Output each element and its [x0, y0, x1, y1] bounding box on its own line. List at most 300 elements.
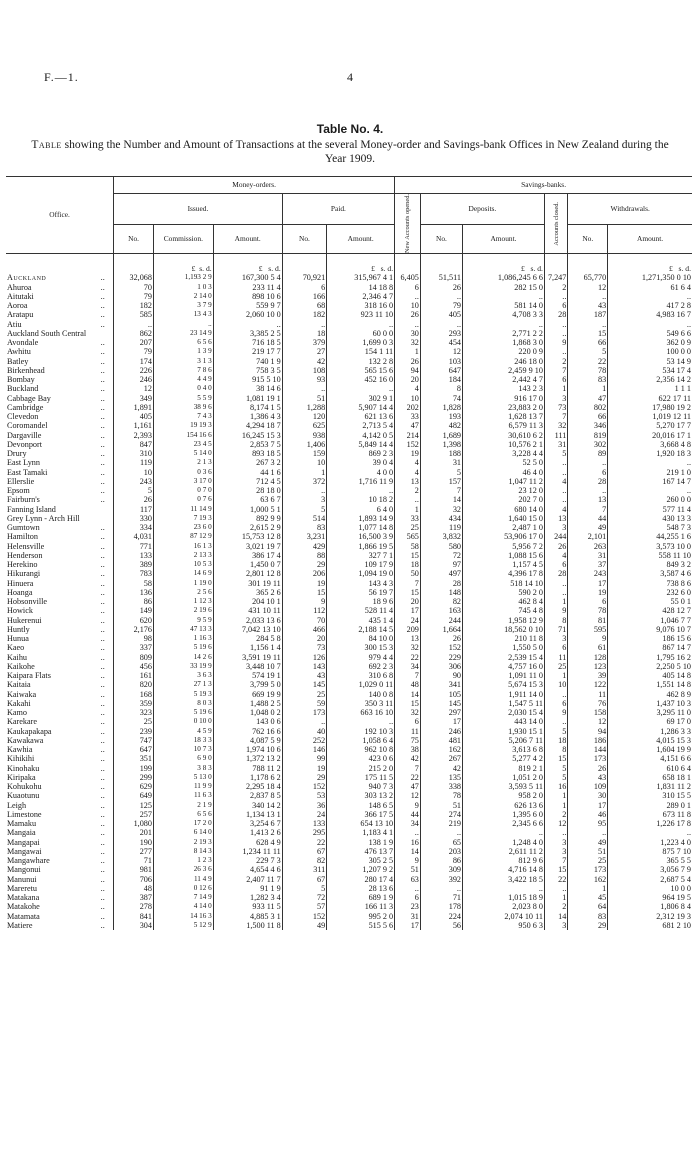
accounts-closed: 10 [544, 680, 567, 689]
issued-no: 323 [114, 708, 154, 717]
commission: 23 6 0 [153, 523, 213, 532]
commission: 3 7 9 [153, 301, 213, 310]
issued-no: 119 [114, 458, 154, 467]
issued-no: 199 [114, 764, 154, 773]
table-row [6, 764, 692, 773]
deposits-amount: 626 13 6 [463, 801, 545, 810]
paid-amount: 923 11 10 [327, 310, 395, 319]
withdrawals-amount: .. [686, 319, 691, 329]
commission: 2 1 9 [153, 801, 213, 810]
issued-amount: 669 19 9 [213, 690, 282, 699]
accounts-closed: 31 [544, 440, 567, 449]
office-name: Mangawhare [7, 856, 50, 866]
issued-no: 136 [114, 588, 154, 597]
table-row [6, 421, 692, 430]
issued-no: 349 [114, 394, 154, 403]
paid-amount: 4,142 0 5 [327, 431, 395, 440]
office-name: Huntly [7, 624, 30, 634]
deposits-amount: 3,422 18 5 [463, 875, 545, 884]
office-dots: .. [100, 384, 114, 393]
withdrawals-amount: 1,831 11 2 [656, 782, 691, 792]
paid-amount: 940 7 3 [327, 782, 395, 791]
withdrawals-no: 31 [568, 551, 608, 560]
paid-no: 49 [282, 921, 326, 930]
new-accounts: 50 [395, 569, 421, 578]
accounts-closed: 1 [544, 597, 567, 606]
deposits-amount: 2,345 6 6 [463, 819, 545, 828]
accounts-closed: 1 [544, 384, 567, 393]
office-name: Henderson [7, 550, 43, 560]
office-name: Mangaia [7, 828, 36, 838]
issued-amount: 229 7 3 [213, 856, 282, 865]
deposits-amount: 5,277 4 2 [463, 754, 545, 763]
issued-amount: 574 19 1 [213, 671, 282, 680]
withdrawals-amount: 1,806 8 4 [660, 902, 691, 912]
office-dots: .. [100, 717, 114, 726]
office-dots: .. [100, 727, 114, 736]
deposits-no: 7 [420, 486, 462, 495]
office-dots: .. [100, 745, 114, 754]
paid-no: 311 [282, 865, 326, 874]
paid-no: 88 [282, 551, 326, 560]
issued-amount: 16,245 15 3 [213, 431, 282, 440]
deposits-amount: 1,547 5 11 [463, 699, 545, 708]
commission: 3 6 3 [153, 671, 213, 680]
office-dots: .. [100, 495, 114, 504]
table-row [6, 727, 692, 736]
withdrawals-amount: 5,270 17 7 [656, 421, 691, 431]
table-row [6, 495, 692, 504]
paid-amount: 327 7 1 [327, 551, 395, 560]
table-row [6, 856, 692, 865]
office-dots [100, 329, 114, 338]
deposits-no: .. [420, 320, 462, 329]
accounts-closed: 4 [544, 477, 567, 486]
issued-amount: 559 9 7 [213, 301, 282, 310]
paid-no: 93 [282, 375, 326, 384]
commission: 2 19 6 [153, 606, 213, 615]
new-accounts: 202 [395, 403, 421, 412]
office-dots: .. [100, 403, 114, 412]
issued-no: 79 [114, 347, 154, 356]
accounts-closed: .. [544, 884, 567, 893]
new-accounts: 7 [395, 671, 421, 680]
new-accounts: 13 [395, 477, 421, 486]
new-accounts: 1 [395, 505, 421, 514]
issued-amount-header: Amount. [213, 225, 282, 254]
accounts-closed: 1 [544, 893, 567, 902]
paid-no: 146 [282, 745, 326, 754]
deposits-no: 193 [420, 412, 462, 421]
withdrawals-no: 5 [568, 347, 608, 356]
commission-units: £ s. d. [153, 254, 213, 274]
office-name: Aitutaki [7, 291, 34, 301]
withdrawals-no: 109 [568, 782, 608, 791]
accounts-closed: 25 [544, 662, 567, 671]
paid-amount: 318 16 0 [327, 301, 395, 310]
withdrawals-amount: 3,056 7 9 [660, 865, 691, 875]
table-row [6, 902, 692, 911]
accounts-closed: 9 [544, 338, 567, 347]
office-name: Howick [7, 606, 33, 616]
withdrawals-amount: 681 2 10 [662, 920, 691, 930]
table-row [6, 865, 692, 874]
office-dots: .. [100, 431, 114, 440]
deposits-no: 26 [420, 634, 462, 643]
office-name: Leigh [7, 800, 27, 810]
new-accounts: .. [395, 320, 421, 329]
commission: 8 0 3 [153, 699, 213, 708]
table-row [6, 921, 692, 930]
withdrawals-amount: 549 6 6 [666, 328, 691, 338]
issued-amount: 38 14 6 [213, 384, 282, 393]
withdrawals-no: 61 [568, 643, 608, 652]
issued-amount: 1,386 4 3 [213, 412, 282, 421]
new-accounts: 42 [395, 754, 421, 763]
table-row [6, 662, 692, 671]
withdrawals-no: 22 [568, 357, 608, 366]
office-name: Clevedon [7, 412, 39, 422]
paid-amount: .. [327, 320, 395, 329]
issued-amount: 2,407 11 7 [213, 875, 282, 884]
deposits-amount: 18,562 0 10 [463, 625, 545, 634]
withdrawals-no: 6 [568, 597, 608, 606]
deposits-no: 86 [420, 856, 462, 865]
office-name: Kihikihi [7, 754, 35, 764]
commission: 5 12 9 [153, 921, 213, 930]
issued-amount: 892 9 9 [213, 514, 282, 523]
commission: 2 14 0 [153, 292, 213, 301]
table-row [6, 532, 692, 541]
issued-no: 304 [114, 921, 154, 930]
paid-no: 173 [282, 708, 326, 717]
withdrawals-amount: 1,551 14 8 [656, 680, 691, 690]
table-row [6, 384, 692, 393]
withdrawals-no: 39 [568, 671, 608, 680]
accounts-closed: 111 [544, 431, 567, 440]
new-accounts: 22 [395, 773, 421, 782]
issued-no: 389 [114, 560, 154, 569]
withdrawals-amount: 55 0 1 [670, 597, 691, 607]
issued-amount: 3,385 2 5 [213, 329, 282, 338]
table-row [6, 773, 692, 782]
deposits-amount: .. [463, 292, 545, 301]
office-dots: .. [100, 912, 114, 921]
paid-no: 27 [282, 347, 326, 356]
accounts-closed: .. [544, 458, 567, 467]
issued-no: 277 [114, 847, 154, 856]
accounts-closed: 3 [544, 838, 567, 847]
commission: 14 16 3 [153, 912, 213, 921]
paid-amount: 6 4 0 [327, 505, 395, 514]
withdrawals-amount: 1,223 4 0 [660, 837, 691, 847]
office-name: Birkenhead [7, 365, 45, 375]
issued-no: 747 [114, 736, 154, 745]
withdrawals-no: 819 [568, 431, 608, 440]
issued-no: 278 [114, 902, 154, 911]
withdrawals-no: 78 [568, 366, 608, 375]
new-accounts: 38 [395, 745, 421, 754]
paid-no: 10 [282, 458, 326, 467]
office-dots: .. [100, 643, 114, 652]
commission: 5 19 3 [153, 690, 213, 699]
issued-amount: .. [213, 320, 282, 329]
office-name: Bombay [7, 375, 35, 385]
new-accounts: 17 [395, 606, 421, 615]
issued-no: 1,891 [114, 403, 154, 412]
office-name: Buckland [7, 384, 39, 394]
accounts-closed: 1 [544, 671, 567, 680]
accounts-closed: 8 [544, 616, 567, 625]
withdrawals-amount: 100 0 0 [666, 347, 691, 357]
withdrawals-no: 12 [568, 283, 608, 292]
table-row [6, 782, 692, 791]
office-name: East Lynn [7, 458, 40, 468]
issued-amount: 3,448 10 7 [213, 662, 282, 671]
withdrawals-amount: 1,920 18 3 [656, 449, 691, 459]
paid-no: 73 [282, 643, 326, 652]
table-row [6, 884, 692, 893]
issued-amount: 1,450 0 7 [213, 560, 282, 569]
office-dots: .. [100, 449, 114, 458]
withdrawals-amount: .. [686, 291, 691, 301]
deposits-amount: 30,610 6 2 [463, 431, 545, 440]
office-dots: .. [100, 736, 114, 745]
commission: 1 2 3 [153, 856, 213, 865]
deposits-amount: 745 4 8 [463, 606, 545, 615]
deposits-no: 309 [420, 865, 462, 874]
deposits-amount: 282 15 0 [463, 283, 545, 292]
paid-no: 42 [282, 357, 326, 366]
issued-amount: 1,974 10 6 [213, 745, 282, 754]
deposits-no: 152 [420, 643, 462, 652]
table-row [6, 699, 692, 708]
issued-amount: 788 11 2 [213, 764, 282, 773]
new-accounts: 23 [395, 902, 421, 911]
commission: 3 17 0 [153, 477, 213, 486]
withdrawals-no-header: No. [568, 225, 608, 254]
deposits-no: 229 [420, 653, 462, 662]
office-name: Kaiwaka [7, 689, 37, 699]
deposits-no: 72 [420, 551, 462, 560]
office-dots: .. [100, 680, 114, 689]
deposits-amount: 4,708 3 3 [463, 310, 545, 319]
deposits-no: 74 [420, 394, 462, 403]
commission: 4 14 0 [153, 902, 213, 911]
commission: 5 19 6 [153, 643, 213, 652]
commission: 47 13 3 [153, 625, 213, 634]
accounts-closed: 15 [544, 865, 567, 874]
issued-amount: 1,500 11 8 [213, 921, 282, 930]
new-accounts: 2 [395, 486, 421, 495]
table-row [6, 801, 692, 810]
office-name: Karekare [7, 717, 37, 727]
paid-amount: 140 0 8 [327, 690, 395, 699]
issued-amount: 2,801 12 8 [213, 569, 282, 578]
issued-amount: 63 6 7 [213, 495, 282, 504]
commission: 14 6 9 [153, 569, 213, 578]
issued-no: 257 [114, 810, 154, 819]
withdrawals-no: .. [568, 292, 608, 301]
accounts-closed: 5 [544, 449, 567, 458]
new-accounts: 20 [395, 375, 421, 384]
deposits-amount: 2,030 15 4 [463, 708, 545, 717]
withdrawals-no: 1 [568, 384, 608, 393]
issued-no: 25 [114, 717, 154, 726]
withdrawals-amount: 1,046 7 7 [660, 615, 691, 625]
deposits-amount: 2,074 10 11 [463, 912, 545, 921]
new-accounts: 6 [395, 283, 421, 292]
withdrawals-no: 83 [568, 375, 608, 384]
office-header: Office. [6, 177, 114, 254]
accounts-closed: 6 [544, 699, 567, 708]
issued-no: 330 [114, 514, 154, 523]
commission: 5 13 0 [153, 773, 213, 782]
office-dots: .. [100, 579, 114, 588]
deposits-no: 1,689 [420, 431, 462, 440]
issued-no: 820 [114, 680, 154, 689]
withdrawals-amount: 738 8 6 [666, 578, 691, 588]
table-row [6, 653, 692, 662]
new-accounts: 9 [395, 856, 421, 865]
commission: 1 19 0 [153, 579, 213, 588]
commission: 23 4 5 [153, 440, 213, 449]
issued-header: Issued. [114, 194, 283, 225]
office-name: Batley [7, 356, 29, 366]
withdrawals-no: 89 [568, 449, 608, 458]
table-row [6, 569, 692, 578]
deposits-no: 224 [420, 912, 462, 921]
new-accounts: 63 [395, 875, 421, 884]
paid-amount: 175 11 5 [327, 773, 395, 782]
withdrawals-amount: 365 5 5 [666, 856, 691, 866]
paid-no: 145 [282, 680, 326, 689]
deposits-no: 274 [420, 810, 462, 819]
accounts-closed: .. [544, 468, 567, 477]
commission: 26 3 6 [153, 865, 213, 874]
withdrawals-amount: 1 1 1 [674, 384, 691, 394]
office-dots: .. [100, 542, 114, 551]
commission: 2 1 3 [153, 458, 213, 467]
paid-amount: 350 3 11 [327, 699, 395, 708]
office-name: Mangonui [7, 865, 41, 875]
withdrawals-amount: 61 6 4 [670, 282, 691, 292]
table-row [6, 680, 692, 689]
withdrawals-amount-units: £ s. d. [669, 264, 691, 274]
deposits-amount: 3,228 4 4 [463, 449, 545, 458]
deposits-amount: 1,086,245 6 6 [463, 273, 545, 282]
commission: 6 5 6 [153, 338, 213, 347]
new-accounts: 26 [395, 357, 421, 366]
table-row [6, 375, 692, 384]
paid-no: 206 [282, 569, 326, 578]
deposits-no: 135 [420, 773, 462, 782]
issued-no: 246 [114, 375, 154, 384]
issued-no: 133 [114, 551, 154, 560]
issued-no: 243 [114, 477, 154, 486]
paid-no: 59 [282, 699, 326, 708]
issued-amount: 386 17 4 [213, 551, 282, 560]
paid-no: 372 [282, 477, 326, 486]
paid-no: 938 [282, 431, 326, 440]
accounts-closed: 1 [544, 791, 567, 800]
office-dots: .. [100, 616, 114, 625]
withdrawals-no: .. [568, 486, 608, 495]
deposits-no: 306 [420, 662, 462, 671]
issued-amount: 4,087 5 9 [213, 736, 282, 745]
table-row [6, 560, 692, 569]
table-row [6, 912, 692, 921]
accounts-closed: .. [544, 329, 567, 338]
accounts-closed: 7,247 [544, 273, 567, 282]
issued-no: 337 [114, 643, 154, 652]
new-accounts: 24 [395, 616, 421, 625]
deposits-amount: 1,395 6 0 [463, 810, 545, 819]
table-row [6, 273, 692, 282]
deposits-no: 1,398 [420, 440, 462, 449]
withdrawals-no: .. [568, 458, 608, 467]
paid-amount: 138 1 9 [327, 838, 395, 847]
paid-amount: 16,500 3 9 [327, 532, 395, 541]
office-dots: .. [100, 486, 114, 495]
table-row [6, 514, 692, 523]
withdrawals-no: 158 [568, 708, 608, 717]
withdrawals-amount: 219 1 0 [666, 467, 691, 477]
deposits-no: 5 [420, 468, 462, 477]
new-accounts: 22 [395, 653, 421, 662]
office-dots: .. [100, 847, 114, 856]
issued-no: 771 [114, 542, 154, 551]
accounts-closed: .. [544, 690, 567, 699]
issued-no: 5 [114, 486, 154, 495]
issued-amount: 4,654 4 6 [213, 865, 282, 874]
office-dots: .. [100, 560, 114, 569]
deposits-amount: 950 6 3 [463, 921, 545, 930]
withdrawals-amount: 622 17 11 [658, 393, 691, 403]
withdrawals-amount: 4,151 6 6 [660, 754, 691, 764]
withdrawals-amount: 548 7 3 [666, 523, 691, 533]
deposits-no: 28 [420, 579, 462, 588]
withdrawals-no: 95 [568, 819, 608, 828]
paid-amount: 315,967 4 1 [327, 273, 395, 282]
paid-amount: 192 10 3 [327, 727, 395, 736]
deposits-amount: 819 2 1 [463, 764, 545, 773]
withdrawals-amount: 875 7 10 [662, 846, 691, 856]
paid-amount: 10 18 2 [327, 495, 395, 504]
office-dots: .. [100, 884, 114, 893]
deposits-no: .. [420, 884, 462, 893]
paid-no: 466 [282, 625, 326, 634]
paid-no: 70 [282, 616, 326, 625]
office-dots: .. [100, 810, 114, 819]
office-dots: .. [100, 819, 114, 828]
deposits-no: 157 [420, 477, 462, 486]
office-dots [100, 514, 114, 523]
office-dots: .. [100, 523, 114, 532]
commission: 0 7 6 [153, 495, 213, 504]
accounts-closed: 15 [544, 754, 567, 763]
withdrawals-no: 243 [568, 569, 608, 578]
table-row [6, 810, 692, 819]
withdrawals-no: 17 [568, 801, 608, 810]
office-name: Cabbage Bay [7, 393, 51, 403]
withdrawals-amount: 260 0 0 [666, 495, 691, 505]
issued-amount: 2,060 10 0 [213, 310, 282, 319]
paid-no: 120 [282, 412, 326, 421]
paid-no: 22 [282, 838, 326, 847]
paid-no: 18 [282, 329, 326, 338]
deposits-amount: 2,611 11 2 [463, 847, 545, 856]
